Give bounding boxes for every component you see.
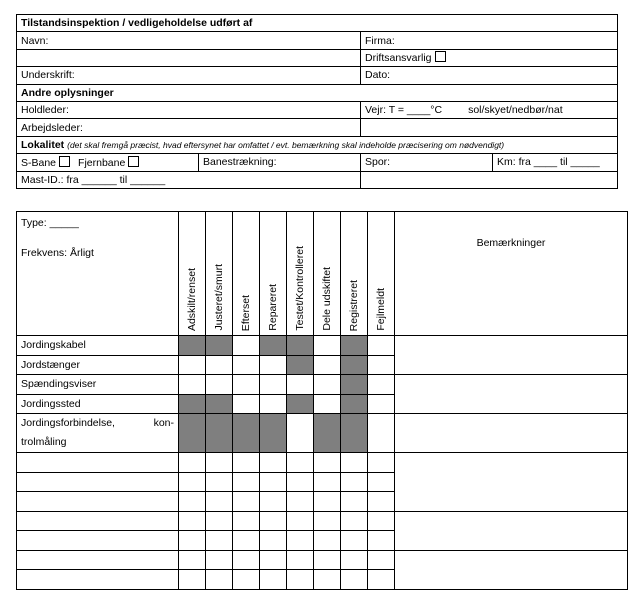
lokalitet-label: Lokalitet [21,138,65,151]
check-cell[interactable] [341,453,368,473]
remarks-cell[interactable] [395,511,628,550]
remarks-cell[interactable] [395,414,628,453]
table-row [17,336,628,356]
table-row [17,453,628,473]
check-cell[interactable] [287,375,314,395]
inspection-header-form [16,14,618,189]
row-label: Spændingsviser [17,375,179,395]
check-cell[interactable] [368,336,395,356]
frekvens-label: Frekvens: Årligt [21,247,94,259]
remarks-cell[interactable] [395,375,628,414]
check-cell[interactable] [314,492,341,512]
check-cell[interactable] [179,414,206,453]
check-cell[interactable] [341,355,368,375]
check-cell[interactable] [233,355,260,375]
check-cell[interactable] [179,531,206,551]
check-cell[interactable] [260,355,287,375]
check-cell[interactable] [233,394,260,414]
column-header-fejlmeldt [368,212,395,336]
check-cell[interactable] [287,492,314,512]
check-cell[interactable] [314,472,341,492]
blank-row-label[interactable] [17,570,179,590]
check-cell[interactable] [233,570,260,590]
column-header-label: Repareret [267,284,279,331]
check-cell[interactable] [368,355,395,375]
vejr-field[interactable] [361,101,618,118]
check-cell[interactable] [179,375,206,395]
check-cell[interactable] [260,453,287,473]
check-cell[interactable] [206,414,233,453]
check-cell[interactable] [206,550,233,570]
check-cell[interactable] [233,531,260,551]
holdleder-field[interactable]: Holdleder: [17,101,361,118]
check-cell[interactable] [260,511,287,531]
check-cell[interactable] [206,472,233,492]
check-cell[interactable] [368,394,395,414]
form-title: Tilstandsinspektion / vedligeholdelse udført af [17,15,618,32]
check-cell[interactable] [233,375,260,395]
check-cell[interactable] [287,453,314,473]
check-cell[interactable] [368,414,395,453]
check-cell[interactable] [206,394,233,414]
blank-row-label[interactable] [17,531,179,551]
fjernbane-label: Fjernbane [78,156,126,169]
check-cell[interactable] [260,492,287,512]
check-cell[interactable] [233,492,260,512]
check-cell[interactable] [206,375,233,395]
check-cell[interactable] [206,336,233,356]
driftsansvarlig-checkbox[interactable] [435,51,446,62]
column-header-label: Registreret [348,279,360,331]
column-header-dele-udskiftet [314,212,341,336]
firma-field[interactable]: Firma: [361,32,618,49]
mast-id-field-blank[interactable] [361,171,618,188]
row-label: Jordingssted [17,394,179,414]
check-cell[interactable] [341,531,368,551]
column-header-adskilt [179,212,206,336]
check-cell[interactable] [368,570,395,590]
remarks-cell[interactable] [395,336,628,375]
check-cell[interactable] [260,550,287,570]
driftsansvarlig-label: Driftsansvarlig [365,52,432,65]
bane-type-field[interactable] [17,154,199,171]
check-cell[interactable] [233,414,260,453]
blank-row-label[interactable] [17,472,179,492]
check-cell[interactable] [341,375,368,395]
sbane-checkbox[interactable] [59,156,70,167]
check-cell[interactable] [341,336,368,356]
column-header-label: Justeret/smurt [213,264,225,331]
check-cell[interactable] [179,570,206,590]
check-cell[interactable] [287,414,314,453]
lokalitet-heading [17,136,618,153]
sbane-label: S-Bane [21,156,57,169]
check-cell[interactable] [179,492,206,512]
inspection-checklist-table [16,211,628,590]
km-field[interactable]: Km: fra ____ til _____ [493,154,618,171]
dato-field[interactable]: Dato: [361,67,618,84]
check-cell[interactable] [341,492,368,512]
table-row [17,414,628,453]
fjernbane-checkbox[interactable] [128,156,139,167]
check-cell[interactable] [341,414,368,453]
row-label-part: kon- [153,417,174,429]
column-header-label: Adskilt/renset [186,267,198,331]
blank-row-label[interactable] [17,453,179,473]
type-label: Type: _____ [21,217,79,229]
column-header-label: Efterset [240,294,252,331]
vejr-temperature-label: Vejr: T = ____°C [365,104,443,117]
arbejdsleder-field-blank[interactable] [361,119,618,136]
row-label-line: trolmåling [21,436,67,448]
row-label: Jordstænger [17,355,179,375]
check-cell[interactable] [287,355,314,375]
check-cell[interactable] [368,453,395,473]
check-cell[interactable] [206,355,233,375]
check-cell[interactable] [341,550,368,570]
check-cell[interactable] [179,511,206,531]
check-cell[interactable] [314,394,341,414]
column-header-label: Testet/Kontrolleret [294,246,306,331]
check-cell[interactable] [314,336,341,356]
navn-field[interactable]: Navn: [17,32,361,49]
check-cell[interactable] [206,453,233,473]
blank-row-label[interactable] [17,550,179,570]
check-cell[interactable] [368,511,395,531]
check-cell[interactable] [341,394,368,414]
check-cell[interactable] [314,453,341,473]
check-cell[interactable] [179,336,206,356]
driftsansvarlig-field[interactable] [361,49,618,66]
row-label: Jordingskabel [17,336,179,356]
remarks-cell[interactable] [395,453,628,512]
check-cell[interactable] [287,570,314,590]
check-cell[interactable] [260,394,287,414]
check-cell[interactable] [314,550,341,570]
check-cell[interactable] [341,472,368,492]
check-cell[interactable] [287,550,314,570]
check-cell[interactable] [206,531,233,551]
check-cell[interactable] [206,511,233,531]
check-cell[interactable] [314,375,341,395]
type-frequency-cell [17,212,179,336]
column-header-repareret [260,212,287,336]
check-cell[interactable] [314,355,341,375]
column-header-registreret [341,212,368,336]
banestraekning-field[interactable]: Banestrækning: [199,154,361,171]
underskrift-field[interactable]: Underskrift: [17,67,361,84]
check-cell[interactable] [260,531,287,551]
column-header-label: Fejlmeldt [375,288,387,331]
check-cell[interactable] [287,336,314,356]
check-cell[interactable] [233,453,260,473]
row-label [17,414,179,453]
andre-oplysninger-heading: Andre oplysninger [17,84,618,101]
spor-field[interactable]: Spor: [361,154,493,171]
check-cell[interactable] [287,531,314,551]
arbejdsleder-field[interactable]: Arbejdsleder: [17,119,361,136]
check-cell[interactable] [233,550,260,570]
lokalitet-note: (det skal fremgå præcist, hvad eftersynet har omfattet / evt. bemærkning skal indeholde præcisering om nødvendigt) [67,139,505,150]
check-cell[interactable] [287,511,314,531]
check-cell[interactable] [260,570,287,590]
check-cell[interactable] [314,511,341,531]
check-cell[interactable] [179,394,206,414]
blank-row-label[interactable] [17,511,179,531]
remarks-header: Bemærkninger [395,212,628,336]
column-header-efterset [233,212,260,336]
remarks-cell[interactable] [395,550,628,589]
check-cell[interactable] [368,472,395,492]
blank-row-label[interactable] [17,492,179,512]
vejr-options-label: sol/skyet/nedbør/nat [468,104,563,117]
row-label-line [21,414,174,433]
table-row [17,511,628,531]
table-row [17,550,628,570]
check-cell[interactable] [233,511,260,531]
navn-field-continued[interactable] [17,49,361,66]
check-cell[interactable] [368,550,395,570]
check-cell[interactable] [368,531,395,551]
check-cell[interactable] [233,472,260,492]
check-cell[interactable] [260,336,287,356]
check-cell[interactable] [206,492,233,512]
check-cell[interactable] [341,570,368,590]
column-header-label: Dele udskiftet [321,267,333,331]
check-cell[interactable] [287,394,314,414]
check-cell[interactable] [314,531,341,551]
check-cell[interactable] [206,570,233,590]
check-cell[interactable] [314,570,341,590]
check-cell[interactable] [260,414,287,453]
check-cell[interactable] [287,472,314,492]
check-cell[interactable] [179,550,206,570]
check-cell[interactable] [179,453,206,473]
row-label-part: Jordingsforbindelse, [21,417,115,429]
column-header-justeret [206,212,233,336]
check-cell[interactable] [260,375,287,395]
check-cell[interactable] [314,414,341,453]
mast-id-field[interactable]: Mast-ID.: fra ______ til ______ [17,171,361,188]
column-header-testet [287,212,314,336]
check-cell[interactable] [368,492,395,512]
check-cell[interactable] [179,472,206,492]
check-cell[interactable] [233,336,260,356]
check-cell[interactable] [341,511,368,531]
check-cell[interactable] [179,355,206,375]
check-cell[interactable] [368,375,395,395]
table-row [17,375,628,395]
check-cell[interactable] [260,472,287,492]
